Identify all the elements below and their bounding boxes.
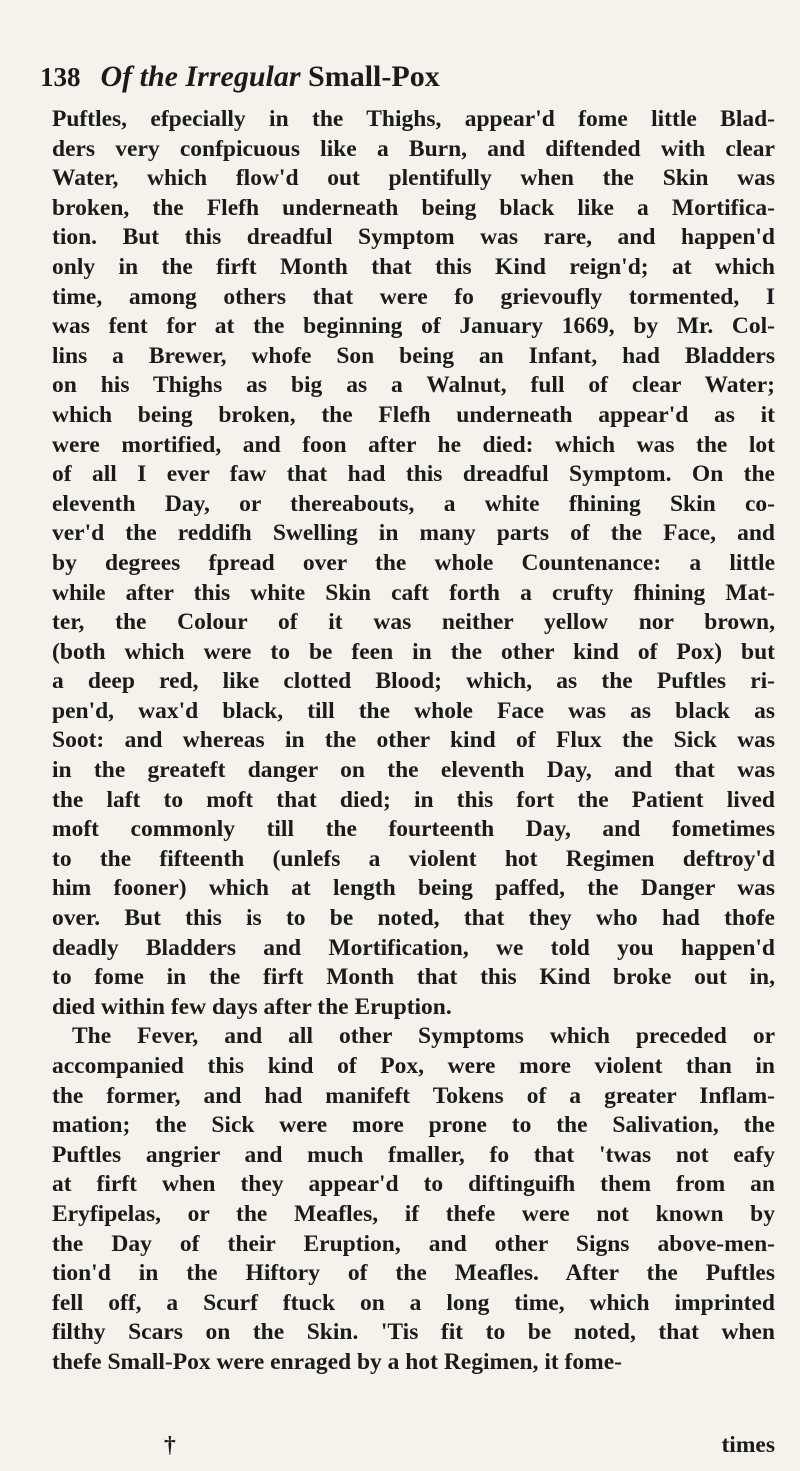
body-text bbox=[52, 105, 775, 1378]
text-line: mation; the Sick were more prone to the Salivation, the bbox=[52, 1112, 775, 1139]
page-footer bbox=[52, 1432, 775, 1462]
text-line: deadly Bladders and Mortification, we told you happen'd bbox=[52, 934, 775, 961]
running-title bbox=[101, 60, 440, 94]
text-line: accompanied this kind of Pox, were more violent than in bbox=[52, 1053, 775, 1079]
text-line: while after this white Skin caft forth a crufty fhining Mat- bbox=[52, 579, 775, 606]
text-line: Puftles, efpecially in the Thighs, appear'd fome little Blad- bbox=[52, 106, 775, 132]
text-line: broken, the Flefh underneath being black like a Mortifica- bbox=[52, 194, 775, 221]
text-line: fell off, a Scurf ftuck on a long time, which imprinted bbox=[52, 1289, 775, 1316]
text-line: him fooner) which at length being paffed, the Danger was bbox=[52, 875, 775, 902]
text-line: in the greateft danger on the eleventh Day, and that was bbox=[52, 757, 775, 784]
text-line: Eryfipelas, or the Meafles, if thefe were not known by bbox=[52, 1200, 775, 1227]
text-line: the former, and had manifeft Tokens of a greater Inflam- bbox=[52, 1082, 775, 1109]
text-line: tion. But this dreadful Symptom was rare, and happen'd bbox=[52, 224, 775, 251]
text-line: pen'd, wax'd black, till the whole Face was as black as bbox=[52, 697, 775, 724]
text-line: to fome in the firft Month that this Kind broke out in, bbox=[52, 964, 775, 991]
page-number: 138 bbox=[40, 62, 81, 92]
text-line: the Day of their Eruption, and other Signs above-men- bbox=[52, 1230, 775, 1257]
text-line: ders very confpicuous like a Burn, and diftended with clear bbox=[52, 135, 775, 162]
text-line: eleventh Day, or thereabouts, a white fhining Skin co- bbox=[52, 490, 775, 517]
text-line: only in the firft Month that this Kind reign'd; at which bbox=[52, 253, 775, 280]
catchword: times bbox=[721, 1432, 775, 1458]
text-line: moft commonly till the fourteenth Day, and fometimes bbox=[52, 816, 775, 843]
text-line: was fent for at the beginning of January 1669, by Mr. Col- bbox=[52, 313, 775, 340]
text-line: over. But this is to be noted, that they who had thofe bbox=[52, 905, 775, 932]
text-line: died within few days after the Eruption. bbox=[52, 993, 452, 1020]
text-line: at firft when they appear'd to diftinguifh them from an bbox=[52, 1171, 775, 1198]
text-line: were mortified, and foon after he died: which was the lot bbox=[52, 431, 775, 458]
text-line: on his Thighs as big as a Walnut, full of clear Water; bbox=[52, 372, 775, 399]
text-line: ter, the Colour of it was neither yellow nor brown, bbox=[52, 609, 775, 636]
running-title-roman: Small-Pox bbox=[308, 60, 440, 93]
text-line: which being broken, the Flefh underneath appear'd as it bbox=[52, 401, 775, 428]
text-line: filthy Scars on the Skin. 'Tis fit to be noted, that when bbox=[52, 1319, 775, 1346]
signature-mark: † bbox=[164, 1432, 176, 1458]
text-line: Soot: and whereas in the other kind of Flux the Sick was bbox=[52, 727, 775, 754]
running-header bbox=[40, 60, 760, 104]
text-line: Water, which flow'd out plentifully when the Skin was bbox=[52, 165, 775, 192]
text-line: to the fifteenth (unlefs a violent hot Regimen deftroy'd bbox=[52, 845, 775, 872]
text-line: lins a Brewer, whofe Son being an Infant, had Bladders bbox=[52, 342, 775, 369]
text-line: thefe Small-Pox were enraged by a hot Regimen, it fome- bbox=[52, 1348, 622, 1375]
text-line: the laft to moft that died; in this fort the Patient lived bbox=[52, 786, 775, 813]
text-line: (both which were to be feen in the other kind of Pox) but bbox=[52, 638, 775, 665]
text-line: time, among others that were fo grievoufly tormented, I bbox=[52, 283, 775, 310]
text-line: tion'd in the Hiftory of the Meafles. After the Puftles bbox=[52, 1260, 775, 1287]
text-line: Puftles angrier and much fmaller, fo that 'twas not eafy bbox=[52, 1141, 775, 1168]
text-line: ver'd the reddifh Swelling in many parts of the Face, and bbox=[52, 520, 775, 547]
text-line: a deep red, like clotted Blood; which, as the Puftles ri- bbox=[52, 668, 775, 695]
text-line: by degrees fpread over the whole Countenance: a little bbox=[52, 549, 775, 576]
text-line: of all I ever faw that had this dreadful Symptom. On the bbox=[52, 461, 775, 488]
running-title-italic: Of the Irregular bbox=[100, 60, 301, 93]
text-line: The Fever, and all other Symptoms which preceded or bbox=[72, 1023, 775, 1050]
